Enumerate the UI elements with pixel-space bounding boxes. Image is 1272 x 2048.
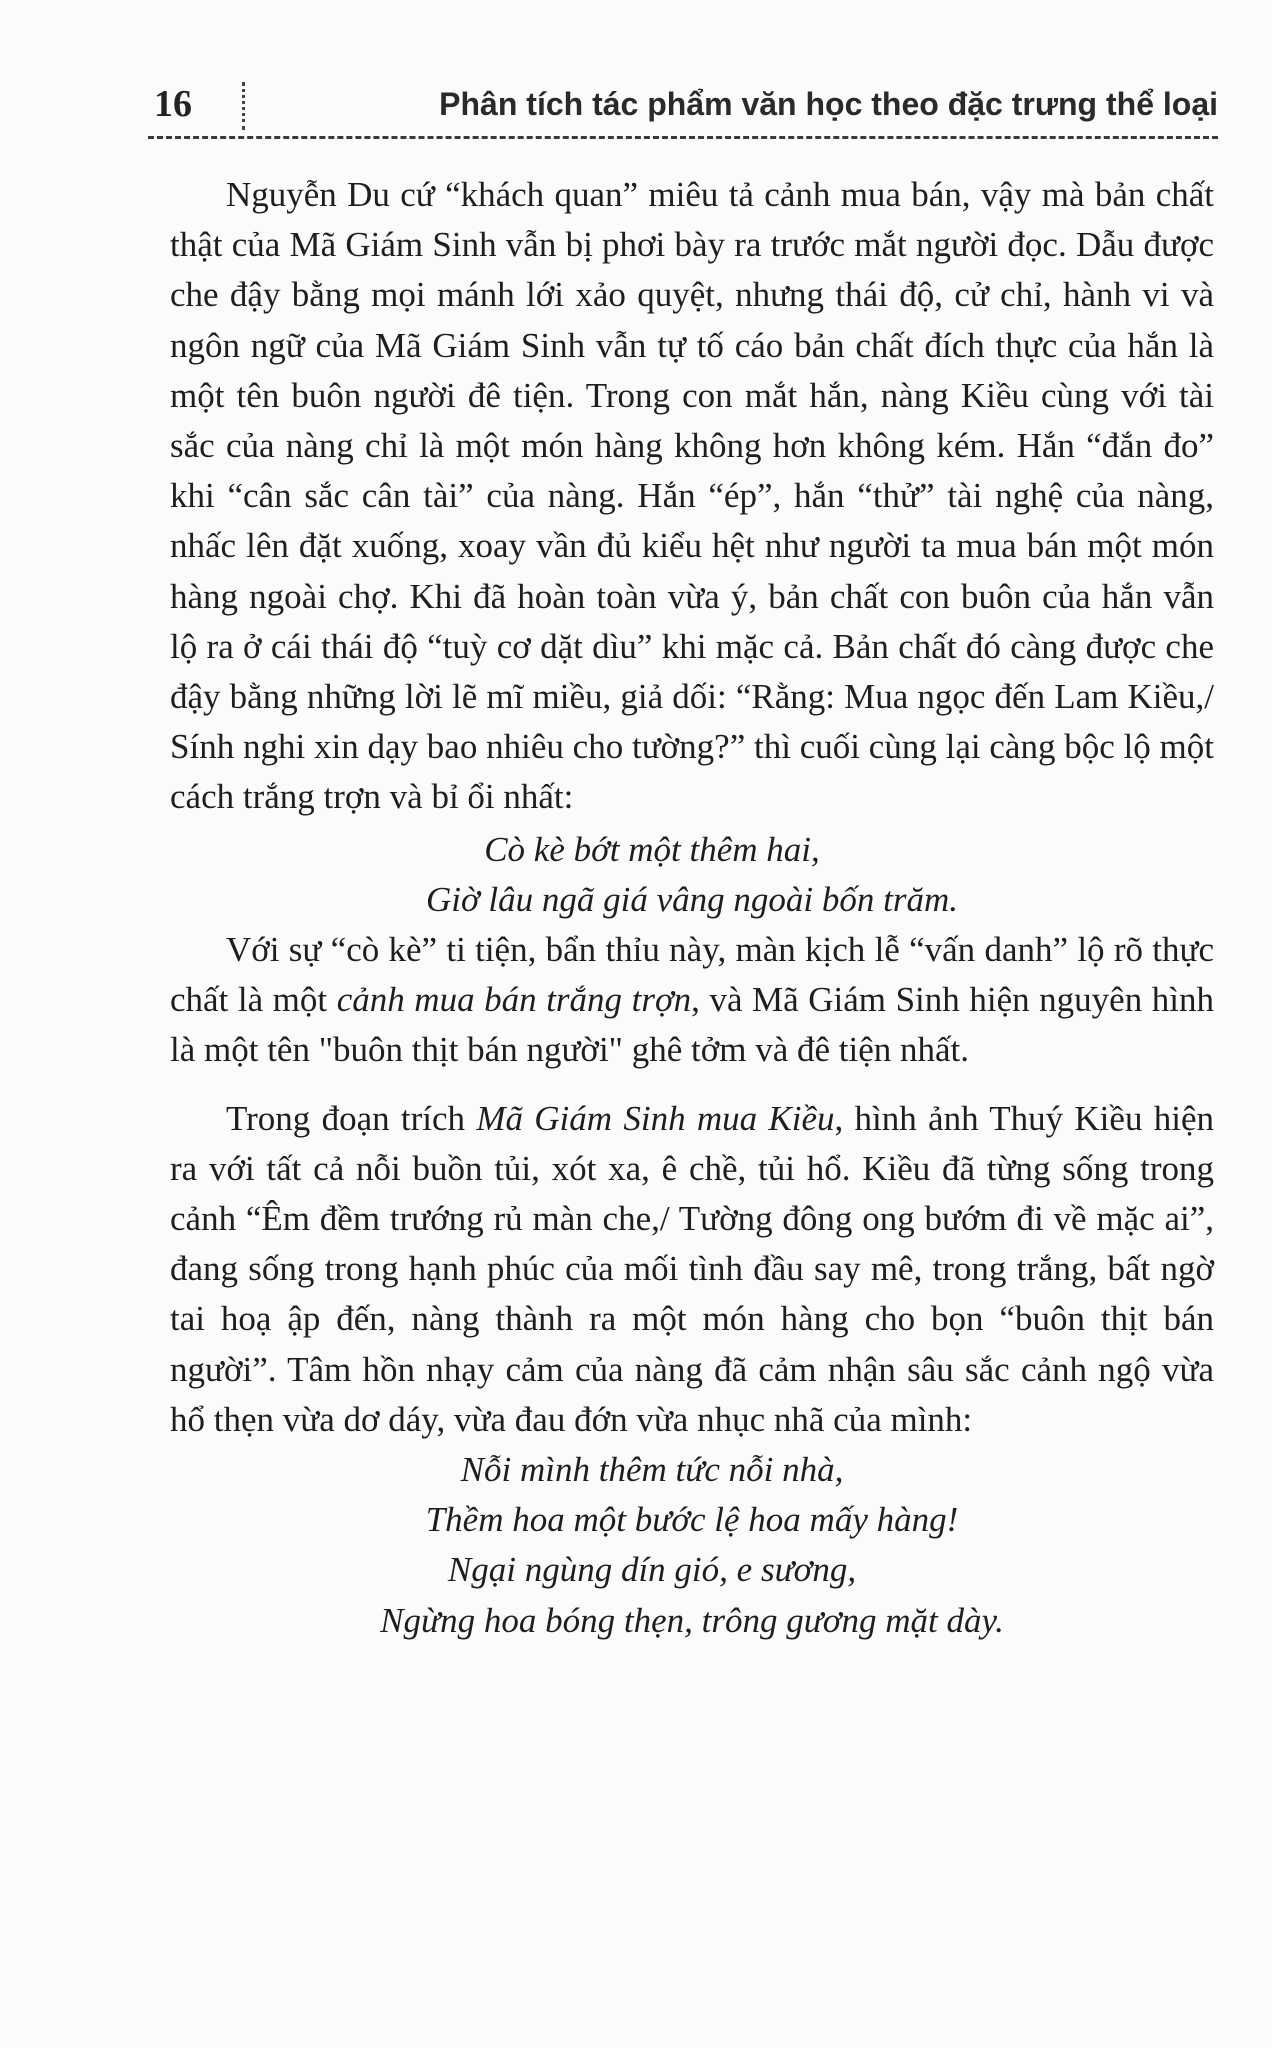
paragraph-2-text-1: Với sự “cò kè” ti tiện, bẩn thỉu này, màn kịch lễ “vấn danh” lộ rõ thực chất là một [170, 930, 1214, 1020]
paragraph-3-text-2: , hình ảnh Thuý Kiều hiện ra với tất cả nỗi buồn tủi, xót xa, ê chề, tủi hổ. Kiều đã từng sống trong cảnh “Êm đềm trướng rủ màn che,/ Tường đông ong bướm đi về mặc ai”, đang sống trong hạnh phúc của mối tình đầu say mê, trong trắng, bất ngờ tai hoạ ập đến, nàng thành ra một món hàng cho bọn “buôn thịt bán người”. Tâm hồn nhạy cảm của nàng đã cảm nhận sâu sắc cảnh ngộ vừa hổ thẹn vừa dơ dáy, vừa đau đớn vừa nhục nhã của mình: [170, 1098, 1214, 1439]
body-text [170, 170, 1214, 1646]
verse-2-line-2: Thềm hoa một bước lệ hoa mấy hàng! [425, 1500, 959, 1540]
paragraph-1: Nguyễn Du cứ “khách quan” miêu tả cảnh mua bán, vậy mà bản chất thật của Mã Giám Sinh vẫn bị phơi bày ra trước mắt người đọc. Dẫu được che đậy bằng mọi mánh lới xảo quyệt, nhưng thái độ, cử chỉ, hành vi và ngôn ngữ của Mã Giám Sinh vẫn tự tố cáo bản chất đích thực của hắn là một tên buôn người đê tiện. Trong con mắt hắn, nàng Kiều cùng với tài sắc của nàng chỉ là một món hàng không hơn không kém. Hắn “đắn đo” khi “cân sắc cân tài” của nàng. Hắn “ép”, hắn “thử” tài nghệ của nàng, nhấc lên đặt xuống, xoay vần đủ kiểu hệt như người ta mua bán một món hàng ngoài chợ. Khi đã hoàn toàn vừa ý, bản chất con buôn của hắn vẫn lộ ra ở cái thái độ “tuỳ cơ dặt dìu” khi mặc cả. Bản chất đó càng được che đậy bằng những lời lẽ mĩ miều, giả dối: “Rằng: Mua ngọc đến Lam Kiều,/ Sính nghi xin dạy bao nhiêu cho tường?” thì cuối cùng lại càng bộc lộ một cách trắng trợn và bỉ ổi nhất: [170, 175, 1214, 817]
header-divider [242, 82, 245, 130]
verse-1-line-1: Cò kè bớt một thêm hai, [484, 829, 820, 869]
verse-1-line-2: Giờ lâu ngã giá vâng ngoài bốn trăm. [425, 879, 958, 919]
verse-2-line-4: Ngừng hoa bóng thẹn, trông gương mặt dày. [380, 1600, 1004, 1640]
paragraph-2-text-2: , và Mã Giám Sinh hiện nguyên hình là một tên "buôn thịt bán người" ghê tởm và đê tiện nhất. [170, 980, 1214, 1070]
verse-2-line-3: Ngại ngùng dín gió, e sương, [447, 1550, 857, 1590]
page-number: 16 [154, 83, 192, 125]
paragraph-3 [170, 1094, 1214, 1445]
verse-2 [170, 1445, 1214, 1646]
paragraph-3-emphasis: Mã Giám Sinh mua Kiều [476, 1098, 835, 1138]
verse-2-line-1: Nỗi mình thêm tức nỗi nhà, [460, 1450, 844, 1490]
paragraph-3-text-1: Trong đoạn trích [226, 1098, 477, 1138]
verse-1 [170, 825, 1214, 925]
paragraph-2-emphasis: cảnh mua bán trắng trợn [336, 980, 692, 1020]
running-title: Phân tích tác phẩm văn học theo đặc trưng thể loại [439, 86, 1218, 122]
paragraph-2 [170, 925, 1214, 1076]
page-header [148, 78, 1218, 139]
